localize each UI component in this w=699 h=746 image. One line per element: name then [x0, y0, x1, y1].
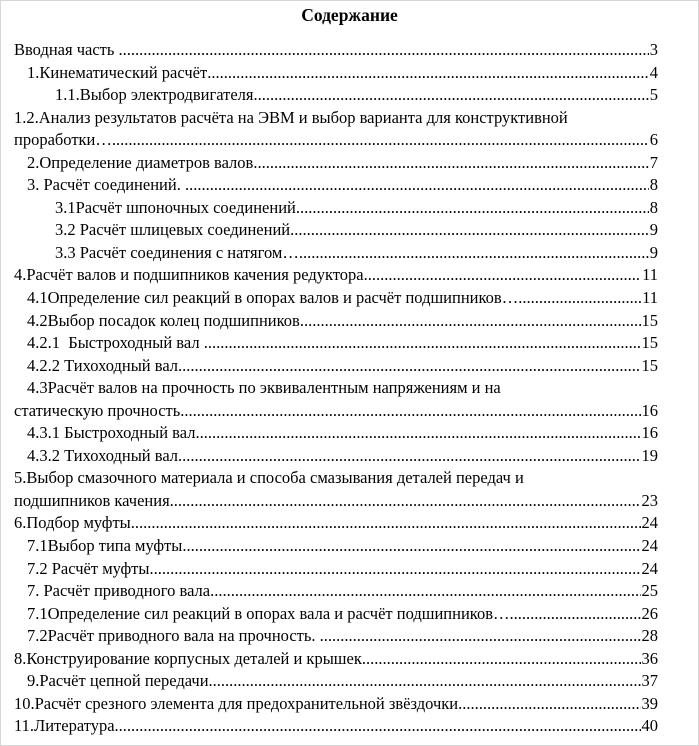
toc-entry-text: 7. Расчёт приводного вала: [27, 581, 211, 601]
toc-entry: [14, 310, 658, 333]
toc-page-number: 26: [641, 603, 658, 623]
toc-page-number: 7: [649, 152, 658, 172]
toc-entry-text: 5.Выбор смазочного материала и способа смазывания деталей передач и: [14, 468, 524, 488]
toc-entry-text: 4.2.2 Тихоходный вал: [27, 355, 179, 375]
toc-entry: [14, 400, 658, 423]
toc-entry: [14, 174, 658, 197]
toc-entry: [14, 580, 658, 603]
toc-page-number: 24: [641, 513, 658, 533]
toc-entry: [14, 62, 658, 85]
toc-entry: [14, 287, 658, 310]
toc-entry-text: 3.1Расчёт шпоночных соединений: [55, 197, 296, 217]
toc-leader-dots: [131, 512, 641, 535]
toc-entry: [14, 332, 658, 355]
toc-entry: [14, 693, 658, 716]
toc-entry-text: проработки…: [14, 130, 112, 150]
toc-entry-text: 4.2Выбор посадок колец подшипников: [27, 310, 300, 330]
toc-entry-text: Вводная часть: [14, 40, 119, 59]
toc-entry: [14, 670, 658, 693]
toc-entry: [14, 219, 658, 242]
toc-entry-text: 4.1Определение сил реакций в опорах валов и расчёт подшипников…: [27, 288, 519, 308]
toc-entry-text: 4.3.2 Тихоходный вал: [27, 445, 179, 465]
toc-page-number: 11: [642, 288, 658, 308]
toc-leader-dots: [458, 693, 640, 716]
toc-entry-text: 1.1.Выбор электродвигателя: [55, 85, 254, 105]
toc-entry-text: 3. Расчёт соединений.: [27, 175, 185, 195]
toc-entry: [14, 535, 658, 558]
toc-leader-dots: [182, 535, 640, 558]
toc-leader-dots: [518, 287, 641, 310]
toc-entry-text: 7.2 Расчёт муфты: [27, 558, 150, 578]
toc-entry: [14, 603, 658, 626]
toc-page-number: 37: [641, 671, 658, 691]
toc-page-number: 5: [649, 85, 658, 105]
toc-leader-dots: [178, 445, 640, 468]
toc-entry: [14, 39, 658, 62]
toc-entry: [14, 715, 658, 738]
toc-entry-text: 7.1Определение сил реакций в опорах вала и расчёт подшипников…: [27, 603, 510, 623]
toc-entry-text: 3.3 Расчёт соединения с натягом…: [55, 242, 299, 262]
toc-page-number: 15: [641, 355, 658, 375]
toc-leader-dots: [253, 84, 648, 107]
toc-leader-dots: [178, 355, 640, 378]
toc-entry: [14, 264, 658, 287]
toc-leader-dots: [210, 580, 640, 603]
toc-leader-dots: [204, 332, 641, 355]
toc-page-number: 3: [649, 40, 658, 59]
toc-leader-dots: [185, 174, 649, 197]
toc-leader-dots: [362, 648, 641, 671]
toc-entry-text: статическую прочность: [14, 400, 181, 420]
toc-entry: [14, 648, 658, 671]
toc-page-number: 9: [649, 220, 658, 240]
toc-entry: [14, 558, 658, 581]
toc-leader-dots: [180, 400, 640, 423]
toc-page-number: 9: [649, 242, 658, 262]
toc-leader-dots: [209, 670, 641, 693]
toc-entry-text: 7.2Расчёт приводного вала на прочность.: [27, 626, 320, 646]
toc-page-number: 4: [649, 62, 658, 82]
toc-entry-text: 6.Подбор муфты: [14, 513, 131, 533]
toc-title: Содержание: [301, 5, 398, 25]
toc-entry-text: 7.1Выбор типа муфты: [27, 536, 183, 556]
toc-page-number: 39: [641, 693, 658, 713]
toc-entry: [14, 84, 658, 107]
toc-entry: [14, 625, 658, 648]
toc-entry-text: 4.3Расчёт валов на прочность по эквивалентным напряжениям и на: [27, 378, 501, 398]
toc-entry-text: 1.2.Анализ результатов расчёта на ЭВМ и выбор варианта для конструктивной: [14, 107, 568, 127]
toc-entry: [14, 152, 658, 175]
toc-entry: [14, 490, 658, 513]
toc-leader-dots: [207, 62, 649, 85]
toc-entry: [14, 422, 658, 445]
toc-page-number: 15: [641, 333, 658, 353]
toc-leader-dots: [290, 219, 649, 242]
toc-leader-dots: [149, 558, 640, 581]
toc-entry: [14, 445, 658, 468]
toc-leader-dots: [320, 625, 641, 648]
toc-page-number: 40: [641, 716, 658, 736]
toc-entry-text: 11.Литература: [14, 716, 115, 736]
toc-leader-dots: [510, 603, 641, 626]
toc-entry: [14, 512, 658, 535]
toc-list: [14, 39, 658, 738]
toc-page-number: 19: [641, 445, 658, 465]
toc-page-number: 8: [649, 197, 658, 217]
toc-page-number: 6: [649, 130, 658, 150]
toc-entry-text: 1.Кинематический расчёт: [27, 62, 208, 82]
toc-entry-text: 4.2.1 Быстроходный вал: [27, 333, 204, 353]
toc-entry-text: подшипников качения: [14, 490, 170, 510]
toc-entry: [14, 197, 658, 220]
toc-leader-dots: [115, 715, 641, 738]
toc-page-number: 24: [641, 536, 658, 556]
toc-leader-dots: [253, 152, 648, 175]
toc-page-number: 24: [641, 558, 658, 578]
toc-page-number: 25: [641, 581, 658, 601]
toc-entry: [14, 129, 658, 152]
toc-page-number: 36: [641, 648, 658, 668]
toc-entry-text: 2.Определение диаметров валов: [27, 152, 254, 172]
toc-page-number: 11: [642, 265, 658, 285]
toc-entry-text: 10.Расчёт срезного элемента для предохранительной звёздочки: [14, 693, 459, 713]
toc-page-number: 23: [641, 490, 658, 510]
toc-entry: [14, 467, 658, 490]
toc-entry: [14, 242, 658, 265]
toc-leader-dots: [364, 264, 641, 287]
toc-page-number: 8: [649, 175, 658, 195]
toc-page-number: 15: [641, 310, 658, 330]
toc-leader-dots: [195, 422, 640, 445]
toc-leader-dots: [119, 39, 649, 62]
toc-entry: [14, 355, 658, 378]
toc-leader-dots: [170, 490, 641, 513]
toc-entry: [14, 377, 658, 400]
toc-entry-text: 4.3.1 Быстроходный вал: [27, 423, 196, 443]
toc-entry-text: 9.Расчёт цепной передачи: [27, 671, 209, 691]
toc-leader-dots: [300, 310, 641, 333]
toc-entry-text: 3.2 Расчёт шлицевых соединений: [55, 220, 291, 240]
toc-entry-text: 8.Конструирование корпусных деталей и крышек: [14, 648, 362, 668]
toc-leader-dots: [299, 242, 649, 265]
toc-entry-text: 4.Расчёт валов и подшипников качения редуктора: [14, 265, 364, 285]
toc-leader-dots: [112, 129, 649, 152]
toc-page-number: 16: [641, 400, 658, 420]
toc-entry: [14, 107, 658, 130]
toc-page-number: 28: [641, 626, 658, 646]
toc-leader-dots: [296, 197, 649, 220]
toc-page-number: 16: [641, 423, 658, 443]
